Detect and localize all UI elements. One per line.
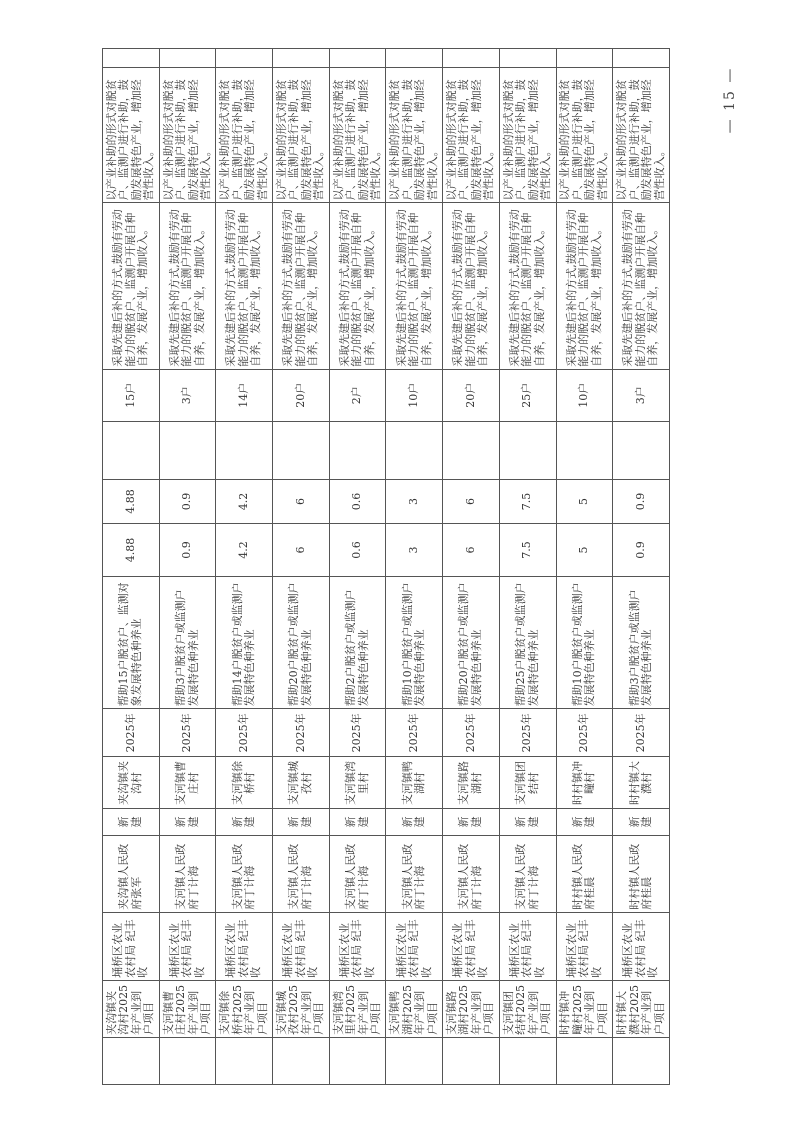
year-cell: 2025年 [273,709,330,757]
table-row [556,49,613,1085]
village-cell: 支河镇曹庄村 [159,757,216,809]
remark-cell [216,49,273,68]
households-cell: 10户 [386,369,443,421]
serial-cell [443,1037,500,1084]
project-table [102,48,670,1085]
households-cell: 25户 [499,369,556,421]
construction-type-cell: 新建 [273,809,330,835]
other-fund-cell [613,421,670,479]
table-row [499,49,556,1085]
responsible-dept-cell: 埇桥区农业农村局 纪丰收 [159,912,216,980]
remark-cell [499,49,556,68]
other-fund-cell [273,421,330,479]
construction-type-cell: 新建 [613,809,670,835]
project-name-cell: 夹沟镇夹沟村2025年产业到户项目 [103,980,160,1037]
implementing-gov-cell: 支河镇人民政府丁计海 [216,835,273,912]
mechanism-cell: 采取先建后补的方式,鼓励有劳动能力的脱贫户、监测户开展自种自养，发展产业，增加收入。 [443,203,500,369]
benefit-cell: 以产业补助的形式对脱贫户、监测户进行补助，鼓励发展特色产业，增加经营性收入。 [159,68,216,203]
content-cell: 帮助14户脱贫户或监测户发展特色种养业 [216,577,273,709]
benefit-cell: 以产业补助的形式对脱贫户、监测户进行补助，鼓励发展特色产业，增加经营性收入。 [443,68,500,203]
benefit-cell: 以产业补助的形式对脱贫户、监测户进行补助，鼓励发展特色产业，增加经营性收入。 [216,68,273,203]
households-cell: 20户 [443,369,500,421]
year-cell: 2025年 [556,709,613,757]
table-row [103,49,160,1085]
mechanism-cell: 采取先建后补的方式,鼓励有劳动能力的脱贫户、监测户开展自种自养，发展产业，增加收入。 [613,203,670,369]
other-fund-cell [329,421,386,479]
implementing-gov-cell: 时村镇人民政府桂晨 [556,835,613,912]
table-row [216,49,273,1085]
responsible-dept-cell: 埇桥区农业农村局 纪丰收 [613,912,670,980]
implementing-gov-cell: 支河镇人民政府丁计海 [386,835,443,912]
total-investment-cell: 6 [443,523,500,576]
project-name-cell: 支河镇湾里村2025年产业到户项目 [329,980,386,1037]
project-name-cell: 支河镇城孜村2025年产业到户项目 [273,980,330,1037]
serial-cell [329,1037,386,1084]
content-cell: 帮助2户脱贫户或监测户发展特色种养业 [329,577,386,709]
households-cell: 3户 [613,369,670,421]
other-fund-cell [216,421,273,479]
implementing-gov-cell: 时村镇人民政府桂晨 [613,835,670,912]
remark-cell [443,49,500,68]
benefit-cell: 以产业补助的形式对脱贫户、监测户进行补助，鼓励发展特色产业，增加经营性收入。 [613,68,670,203]
construction-type-cell: 新建 [103,809,160,835]
page-number: — 15 — [722,66,738,134]
village-cell: 支河镇城孜村 [273,757,330,809]
mechanism-cell: 采取先建后补的方式,鼓励有劳动能力的脱贫户、监测户开展自种自养，发展产业，增加收入。 [103,203,160,369]
table-row [613,49,670,1085]
content-cell: 帮助20户脱贫户或监测户发展特色种养业 [273,577,330,709]
total-investment-cell: 4.88 [103,523,160,576]
year-cell: 2025年 [386,709,443,757]
remark-cell [613,49,670,68]
mechanism-cell: 采取先建后补的方式,鼓励有劳动能力的脱贫户、监测户开展自种自养，发展产业，增加收入。 [499,203,556,369]
remark-cell [329,49,386,68]
mechanism-cell: 采取先建后补的方式,鼓励有劳动能力的脱贫户、监测户开展自种自养，发展产业，增加收入。 [216,203,273,369]
implementing-gov-cell: 夹沟镇人民政府张军 [103,835,160,912]
benefit-cell: 以产业补助的形式对脱贫户、监测户进行补助，鼓励发展特色产业，增加经营性收入。 [103,68,160,203]
table-row [273,49,330,1085]
households-cell: 15户 [103,369,160,421]
total-investment-cell: 0.9 [613,523,670,576]
fund-cell: 6 [273,479,330,523]
other-fund-cell [443,421,500,479]
responsible-dept-cell: 埇桥区农业农村局 纪丰收 [499,912,556,980]
other-fund-cell [556,421,613,479]
construction-type-cell: 新建 [499,809,556,835]
implementing-gov-cell: 支河镇人民政府丁计海 [159,835,216,912]
table-body [103,49,670,1085]
total-investment-cell: 5 [556,523,613,576]
implementing-gov-cell: 支河镇人民政府丁计海 [443,835,500,912]
serial-cell [103,1037,160,1084]
total-investment-cell: 7.5 [499,523,556,576]
year-cell: 2025年 [159,709,216,757]
other-fund-cell [159,421,216,479]
project-name-cell: 支河镇鸭湖村2025年产业到户项目 [386,980,443,1037]
content-cell: 帮助10户脱贫户或监测户发展特色种养业 [556,577,613,709]
year-cell: 2025年 [499,709,556,757]
implementing-gov-cell: 支河镇人民政府丁计海 [499,835,556,912]
project-name-cell: 支河镇团结村2025年产业到户项目 [499,980,556,1037]
village-cell: 支河镇湾里村 [329,757,386,809]
serial-cell [386,1037,443,1084]
households-cell: 3户 [159,369,216,421]
fund-cell: 4.2 [216,479,273,523]
benefit-cell: 以产业补助的形式对脱贫户、监测户进行补助，鼓励发展特色产业，增加经营性收入。 [386,68,443,203]
mechanism-cell: 采取先建后补的方式,鼓励有劳动能力的脱贫户、监测户开展自种自养，发展产业，增加收入。 [386,203,443,369]
village-cell: 支河镇路湖村 [443,757,500,809]
households-cell: 2户 [329,369,386,421]
table-row [159,49,216,1085]
remark-cell [159,49,216,68]
serial-cell [273,1037,330,1084]
village-cell: 时村镇大濮村 [613,757,670,809]
responsible-dept-cell: 埇桥区农业农村局 纪丰收 [216,912,273,980]
fund-cell: 0.9 [159,479,216,523]
benefit-cell: 以产业补助的形式对脱贫户、监测户进行补助，鼓励发展特色产业，增加经营性收入。 [499,68,556,203]
total-investment-cell: 6 [273,523,330,576]
content-cell: 帮助3户脱贫户或监测户发展特色种养业 [159,577,216,709]
year-cell: 2025年 [216,709,273,757]
serial-cell [613,1037,670,1084]
year-cell: 2025年 [443,709,500,757]
construction-type-cell: 新建 [556,809,613,835]
responsible-dept-cell: 埇桥区农业农村局 纪丰收 [443,912,500,980]
implementing-gov-cell: 支河镇人民政府丁计海 [273,835,330,912]
fund-cell: 7.5 [499,479,556,523]
year-cell: 2025年 [103,709,160,757]
project-name-cell: 时村镇冲疃村2025年产业到户项目 [556,980,613,1037]
responsible-dept-cell: 埇桥区农业农村局 纪丰收 [273,912,330,980]
remark-cell [273,49,330,68]
content-cell: 帮助15户脱贫户、监测对象发展特色种养业 [103,577,160,709]
fund-cell: 6 [443,479,500,523]
village-cell: 时村镇冲疃村 [556,757,613,809]
mechanism-cell: 采取先建后补的方式,鼓励有劳动能力的脱贫户、监测户开展自种自养，发展产业，增加收入。 [273,203,330,369]
table-row [443,49,500,1085]
content-cell: 帮助20户脱贫户或监测户发展特色种养业 [443,577,500,709]
content-cell: 帮助10户脱贫户或监测户发展特色种养业 [386,577,443,709]
mechanism-cell: 采取先建后补的方式,鼓励有劳动能力的脱贫户、监测户开展自种自养，发展产业，增加收入。 [159,203,216,369]
remark-cell [103,49,160,68]
total-investment-cell: 0.6 [329,523,386,576]
rotated-table-container [102,48,670,1085]
village-cell: 支河镇团结村 [499,757,556,809]
benefit-cell: 以产业补助的形式对脱贫户、监测户进行补助，鼓励发展特色产业，增加经营性收入。 [273,68,330,203]
benefit-cell: 以产业补助的形式对脱贫户、监测户进行补助，鼓励发展特色产业，增加经营性收入。 [556,68,613,203]
total-investment-cell: 4.2 [216,523,273,576]
year-cell: 2025年 [613,709,670,757]
village-cell: 夹沟镇夹沟村 [103,757,160,809]
fund-cell: 0.6 [329,479,386,523]
project-name-cell: 支河镇徐桥村2025年产业到户项目 [216,980,273,1037]
project-name-cell: 支河镇路湖村2025年产业到户项目 [443,980,500,1037]
serial-cell [499,1037,556,1084]
total-investment-cell: 3 [386,523,443,576]
remark-cell [386,49,443,68]
mechanism-cell: 采取先建后补的方式,鼓励有劳动能力的脱贫户、监测户开展自种自养，发展产业，增加收入。 [329,203,386,369]
fund-cell: 4.88 [103,479,160,523]
content-cell: 帮助25户脱贫户或监测户发展特色种养业 [499,577,556,709]
benefit-cell: 以产业补助的形式对脱贫户、监测户进行补助，鼓励发展特色产业，增加经营性收入。 [329,68,386,203]
responsible-dept-cell: 埇桥区农业农村局 纪丰收 [386,912,443,980]
serial-cell [556,1037,613,1084]
table-row [386,49,443,1085]
year-cell: 2025年 [329,709,386,757]
responsible-dept-cell: 埇桥区农业农村局 纪丰收 [103,912,160,980]
village-cell: 支河镇徐桥村 [216,757,273,809]
implementing-gov-cell: 支河镇人民政府丁计海 [329,835,386,912]
construction-type-cell: 新建 [443,809,500,835]
other-fund-cell [103,421,160,479]
mechanism-cell: 采取先建后补的方式,鼓励有劳动能力的脱贫户、监测户开展自种自养，发展产业，增加收入。 [556,203,613,369]
fund-cell: 0.9 [613,479,670,523]
other-fund-cell [386,421,443,479]
content-cell: 帮助3户脱贫户或监测户发展特色种养业 [613,577,670,709]
other-fund-cell [499,421,556,479]
households-cell: 10户 [556,369,613,421]
households-cell: 14户 [216,369,273,421]
serial-cell [159,1037,216,1084]
construction-type-cell: 新建 [329,809,386,835]
fund-cell: 3 [386,479,443,523]
construction-type-cell: 新建 [216,809,273,835]
remark-cell [556,49,613,68]
project-name-cell: 支河镇曹庄村2025年产业到户项目 [159,980,216,1037]
total-investment-cell: 0.9 [159,523,216,576]
table-row [329,49,386,1085]
project-name-cell: 时村镇大濮村2025年产业到户项目 [613,980,670,1037]
construction-type-cell: 新建 [386,809,443,835]
construction-type-cell: 新建 [159,809,216,835]
responsible-dept-cell: 埇桥区农业农村局 纪丰收 [556,912,613,980]
village-cell: 支河镇鸭湖村 [386,757,443,809]
fund-cell: 5 [556,479,613,523]
households-cell: 20户 [273,369,330,421]
responsible-dept-cell: 埇桥区农业农村局 纪丰收 [329,912,386,980]
serial-cell [216,1037,273,1084]
